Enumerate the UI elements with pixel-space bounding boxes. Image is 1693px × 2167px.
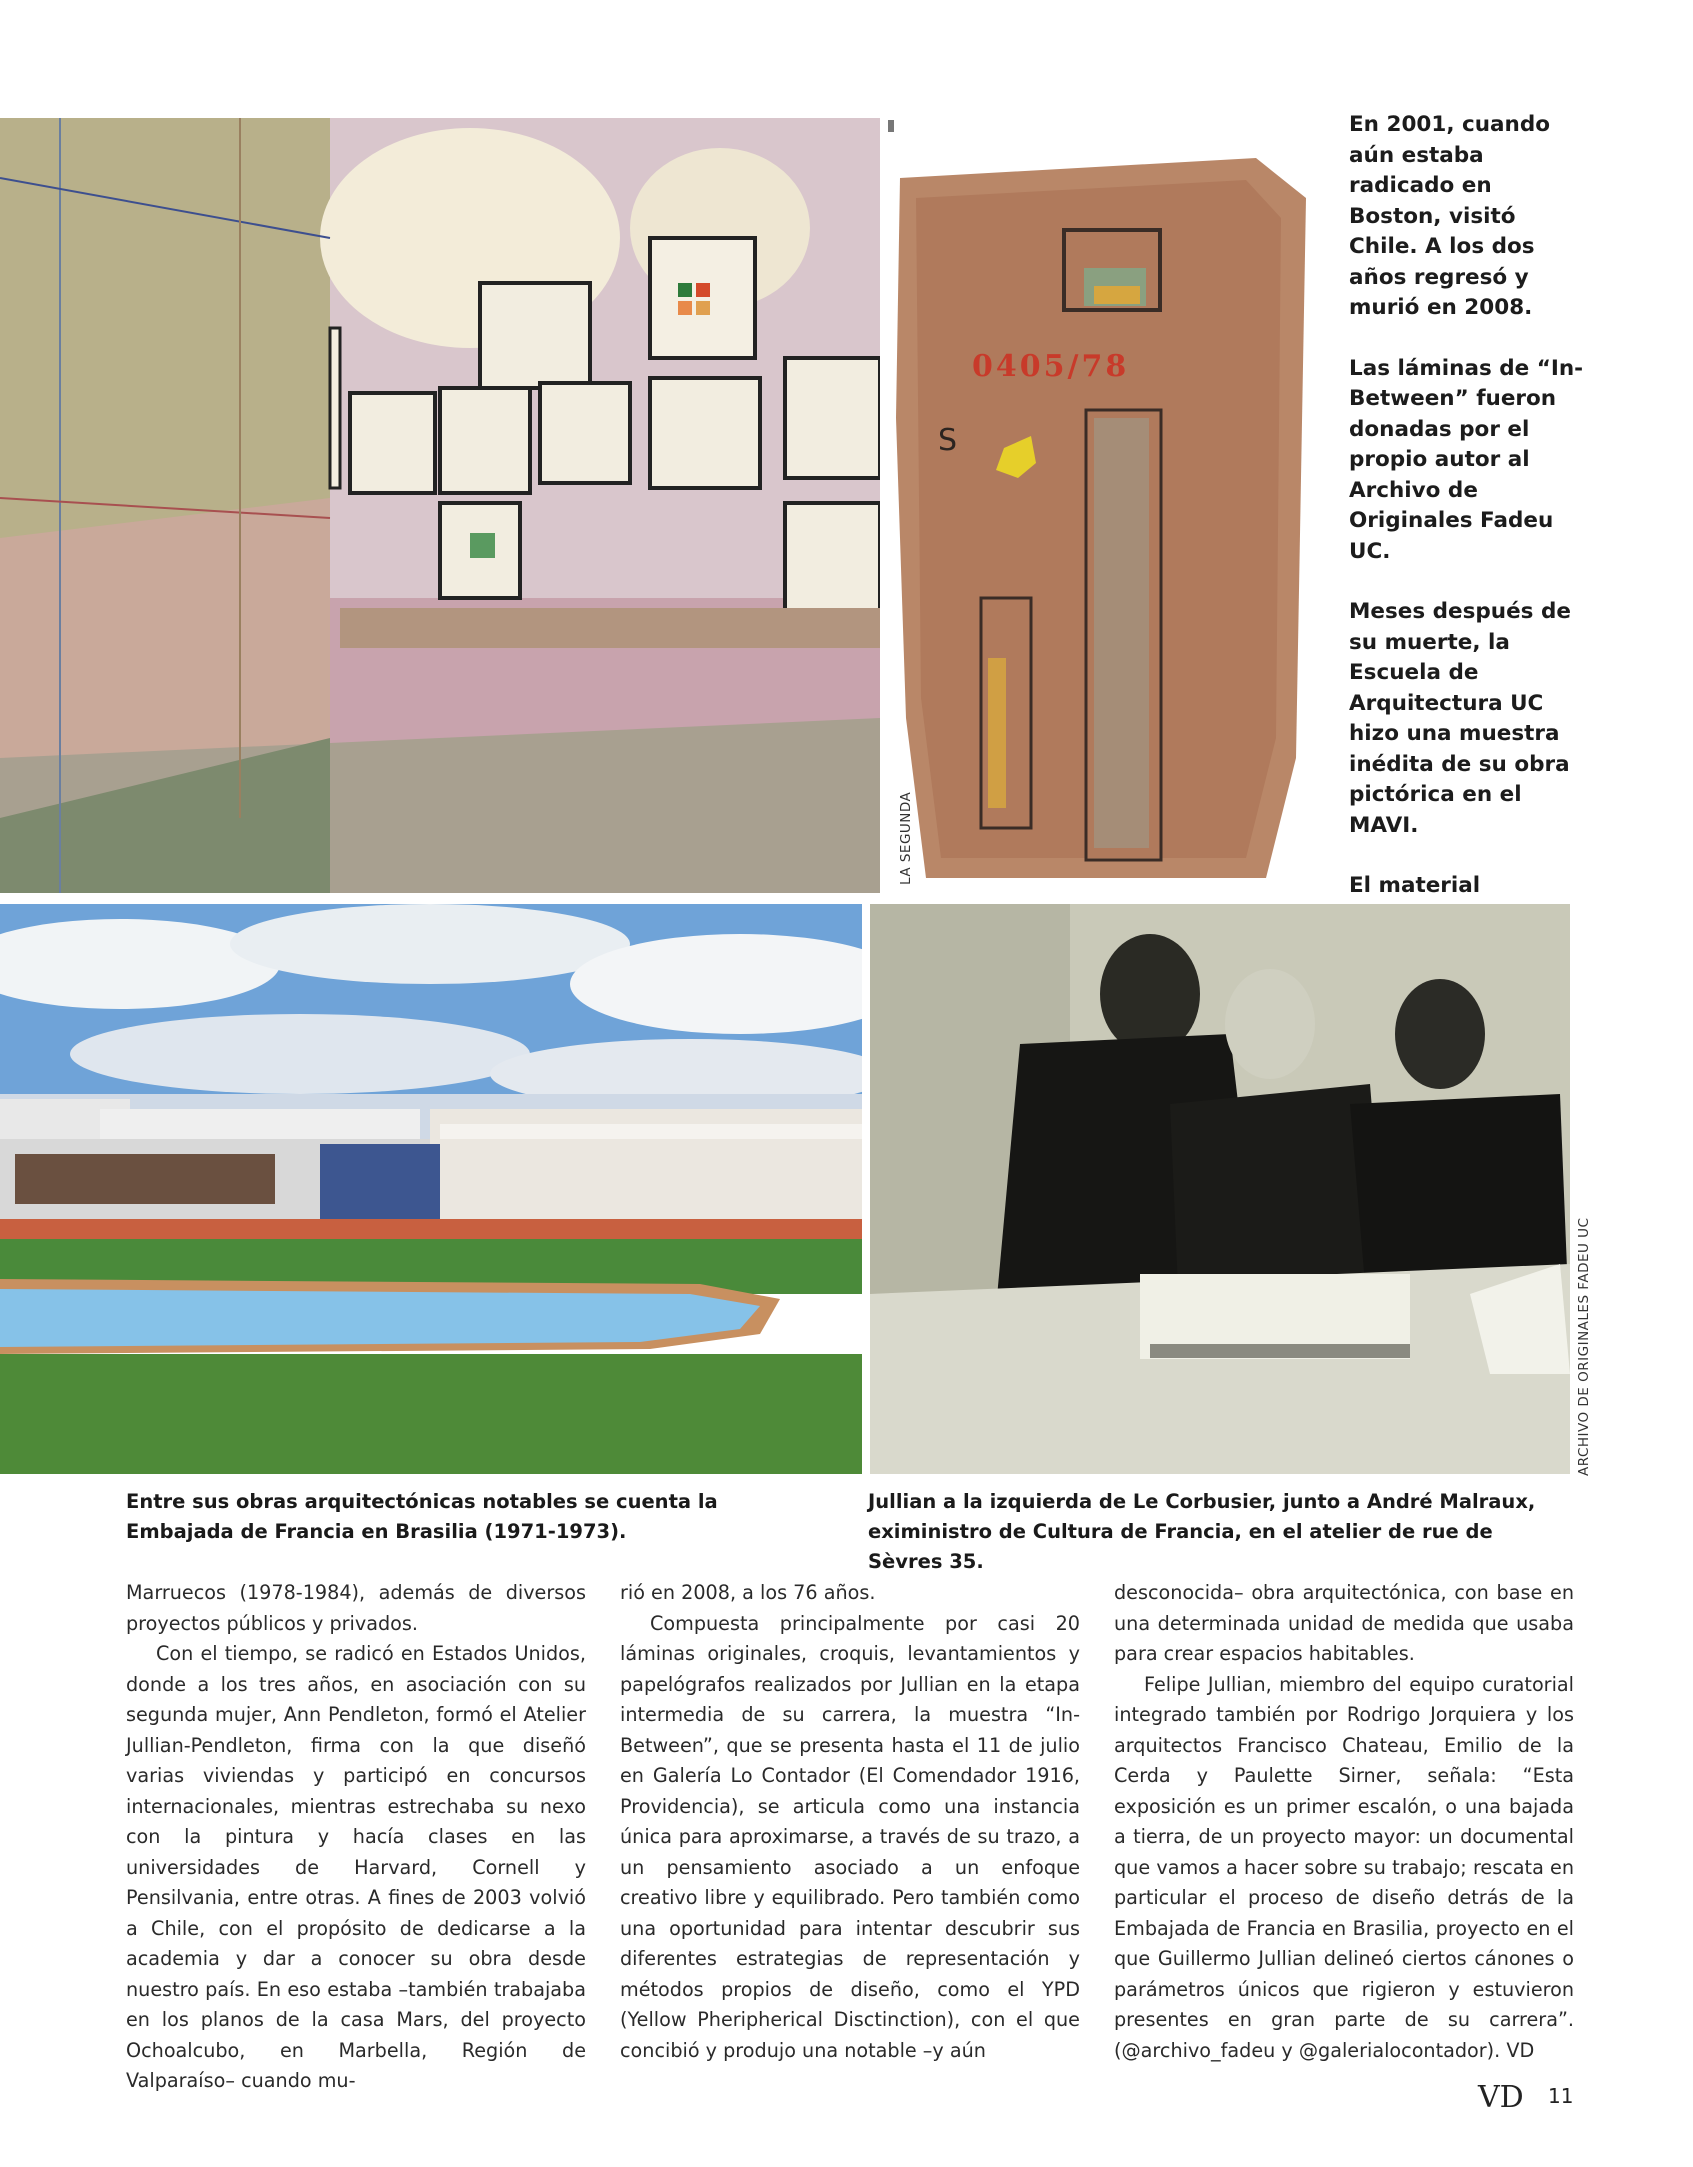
page-number: 11 bbox=[1548, 2084, 1574, 2108]
gallery-interior-photo bbox=[0, 118, 880, 893]
le-corbusier-atelier-photo bbox=[870, 904, 1570, 1474]
body-column-2 bbox=[620, 1578, 1080, 2066]
photo-credit-archivo: ARCHIVO DE ORIGINALES FADEU UC bbox=[1576, 1217, 1592, 1476]
sidebar-paragraph: En 2001, cuando aún estaba radicado en Boston, visitó Chile. A los dos años regresó y murió en 2008. bbox=[1349, 112, 1550, 320]
sketch-letter-label: S bbox=[938, 423, 958, 458]
sketch-number-label: 0405/78 bbox=[972, 349, 1130, 384]
caption-embassy: Entre sus obras arquitectónicas notables se cuenta la Embajada de Francia en Brasilia (1971-1973). bbox=[126, 1490, 718, 1543]
body-paragraph: Marruecos (1978-1984), además de diversos proyectos públicos y privados. bbox=[126, 1581, 586, 1635]
body-paragraph: desconocida– obra arquitectónica, con base en una determinada unidad de medida que usaba para crear espacios habitables. bbox=[1114, 1581, 1574, 1665]
body-paragraph: Compuesta principalmente por casi 20 láminas originales, croquis, levantamientos y papelógrafos realizados por Jullian en la etapa intermedia de su carrera, la muestra “In-Between”, que se presenta hasta el 11 de julio en Galería Lo Contador (El Comendador 1916, Providencia), se articula como una instancia única para aproximarse, a través de su trazo, a un pensamiento asociado a un enfoque creativo libre y equilibrado. Pero también como una oportunidad para intentar descubrir sus diferentes estrategias de representación y métodos propios de diseño, como el YPD (Yellow Pheripherical Disctinction), con el que concibió y produjo una notable –y aún bbox=[620, 1611, 1080, 2062]
magazine-logo: VD bbox=[1478, 2080, 1524, 2115]
sidebar-paragraph: Las láminas de “In-Between” fueron donadas por el propio autor al Archivo de Originales Fadeu UC. bbox=[1349, 355, 1584, 564]
sidebar-paragraph: Meses después de su muerte, la Escuela de Arquitectura UC hizo una muestra inédita de su obra pictórica en el MAVI. bbox=[1349, 599, 1571, 838]
embassy-brasilia-photo bbox=[0, 904, 862, 1474]
body-paragraph: Con el tiempo, se radicó en Estados Unidos, donde a los tres años, en asociación con su segunda mujer, Ann Pendleton, formó el Atelier Jullian-Pendleton, firma con la que diseñó varias viviendas y participó en concursos internacionales, mientras estrechaba su nexo con la pintura y hacía clases en las universidades de Harvard, Cornell y Pensilvania, entre otras. A fines de 2003 volvió a Chile, con el propósito de dedicarse a la academia y dar a conocer su obra desde nuestro país. En eso estaba –también trabajaba en los planos de la casa Mars, del proyecto Ochoalcubo, en Marbella, Región de Valparaíso– cuando mu- bbox=[126, 1642, 586, 2092]
caption-le-corbusier: Jullian a la izquierda de Le Corbusier, junto a André Malraux, exiministro de Cultura de Francia, en el atelier de rue de Sèvres 35. bbox=[868, 1490, 1536, 1573]
body-column-3 bbox=[1114, 1578, 1574, 2066]
body-column-1 bbox=[126, 1578, 586, 2097]
photo-credit-la-segunda: LA SEGUNDA bbox=[898, 791, 914, 885]
body-paragraph: rió en 2008, a los 76 años. bbox=[620, 1581, 876, 1604]
sidebar-paragraph: El material bbox=[1349, 873, 1481, 898]
body-paragraph: Felipe Jullian, miembro del equipo curatorial integrado también por Rodrigo Jorquiera y los arquitectos Francisco Chateau, Emilio de la Cerda y Paulette Sirner, señala: “Esta exposición es un primer escalón, o una bajada a tierra, de un proyecto mayor: un documental que vamos a hacer sobre su trabajo; rescata en particular el proceso de diseño detrás de la Embajada de Francia en Brasilia, proyecto en el que Guillermo Jullian delineó ciertos cánones o parámetros únicos que rigieron y estuvieron presentes en gran parte de su carrera”. (@archivo_fadeu y @galerialocontador). VD bbox=[1114, 1672, 1574, 2062]
architectural-sketch-image bbox=[886, 118, 1306, 883]
